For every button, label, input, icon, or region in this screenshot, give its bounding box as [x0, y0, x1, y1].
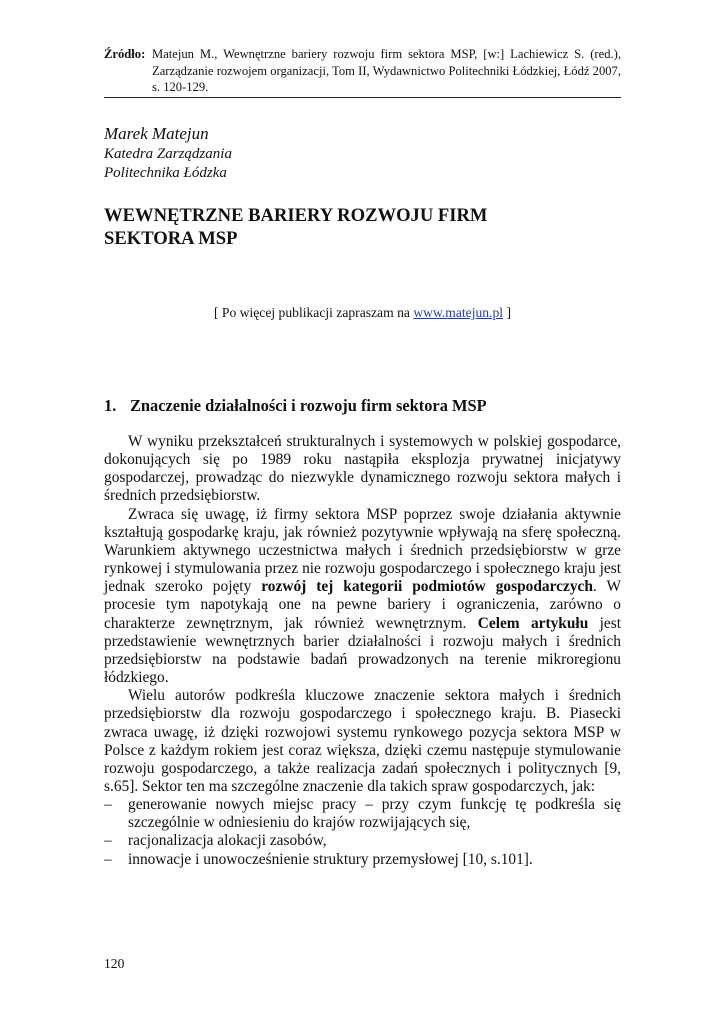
- list-item: [104, 796, 621, 832]
- page-number: 120: [104, 956, 125, 971]
- author-department: Katedra Zarządzania: [104, 146, 232, 162]
- dash-bullet: –: [104, 796, 112, 814]
- section-heading: [104, 396, 487, 416]
- paragraph-2-emphasis-b: Celem artykułu: [477, 614, 589, 632]
- promo-prefix: [ Po więcej publikacji zapraszam na: [214, 305, 410, 320]
- list-item: [104, 832, 621, 850]
- dash-bullet: –: [104, 850, 112, 868]
- paper-title: [104, 204, 624, 250]
- author-block: [104, 123, 232, 183]
- list-item-text: innowacje i unowocześnienie struktury przemysłowej [10, s.101].: [128, 850, 533, 868]
- paragraph-1: W wyniku przekształceń strukturalnych i systemowych w polskiej gospodarce, dokonujących się po 1989 roku nastąpiła eksplozja prywatnej inicjatywy gospodarczej, prowadząc do niezwykle dynamicznego rozwoju sektora małych i średnich przedsiębiorstw.: [104, 433, 621, 505]
- list-item-text: racjonalizacja alokacji zasobów,: [128, 832, 327, 850]
- source-citation: [104, 46, 621, 96]
- body-text: [104, 433, 621, 869]
- source-text: Matejun M., Wewnętrzne bariery rozwoju firm sektora MSP, [w:] Lachiewicz S. (red.), Zarządzanie rozwojem organizacji, Tom II, Wydawnictwo Politechniki Łódzkiej, Łódź 2007, s. 120-129.: [152, 47, 621, 94]
- section-number: 1.: [104, 396, 117, 415]
- paragraph-3: Wielu autorów podkreśla kluczowe znaczenie sektora małych i średnich przedsiębiorstw dla rozwoju gospodarczego i społecznego kraju. B. Piasecki zwraca uwagę, iż dzięki rozwojowi systemu rynkowego pozycja sektora MSP w Polsce z każdym rokiem jest coraz większa, dzięki czemu następuje stymulowanie rozwoju gospodarczego, a także realizacja zadań społecznych i politycznych [9, s.65]. Sektor ten ma szczególne znaczenie dla takich spraw gospodarczych, jak:: [104, 687, 621, 795]
- section-title: Znaczenie działalności i rozwoju firm sektora MSP: [130, 396, 487, 415]
- paragraph-2-part-a: Zwraca się uwagę, iż firmy sektora MSP poprzez swoje działania aktywnie kształtują gospodarkę kraju, jak również pozytywnie wpływają na sferę społeczną. Warunkiem aktywnego uczestnictwa małych i średnich przedsiębiorstw w grze rynkowej i stymulowania przez nie rozwoju gospodarczego i społecznego kraju jest jednak szeroko pojęty: [104, 505, 621, 596]
- paragraph-2: [104, 506, 621, 688]
- list-item: [104, 851, 621, 869]
- header-rule: [104, 97, 621, 98]
- title-line-2: SEKTORA MSP: [104, 228, 238, 249]
- source-label: Źródło:: [104, 47, 146, 61]
- title-line-1: WEWNĘTRZNE BARIERY ROZWOJU FIRM: [104, 205, 488, 226]
- paragraph-2-part-e: jest przedstawienie wewnętrznych barier działalności i rozwoju małych i średnich przedsiębiorstw na podstawie badań prowadzonych na terenie mikroregionu łódzkiego.: [104, 614, 621, 687]
- website-link[interactable]: www.matejun.pl: [413, 305, 504, 320]
- paragraph-2-part-c: . W procesie tym napotykają one na pewne bariery i ograniczenia, zarówno o charakterze zewnętrznym, jak również wewnętrznym.: [104, 578, 621, 632]
- dash-bullet: –: [104, 832, 112, 850]
- bullet-list: [104, 796, 621, 869]
- author-university: Politechnika Łódzka: [104, 165, 227, 181]
- paragraph-2-emphasis-a: rozwój tej kategorii podmiotów gospodarczych: [261, 578, 593, 596]
- promo-note: [104, 305, 621, 321]
- list-item-text: generowanie nowych miejsc pracy – przy czym funkcję tę podkreśla się szczególnie w odniesieniu do krajów rozwijających się,: [128, 796, 621, 832]
- promo-suffix: ]: [506, 305, 511, 320]
- author-name: Marek Matejun: [104, 124, 209, 143]
